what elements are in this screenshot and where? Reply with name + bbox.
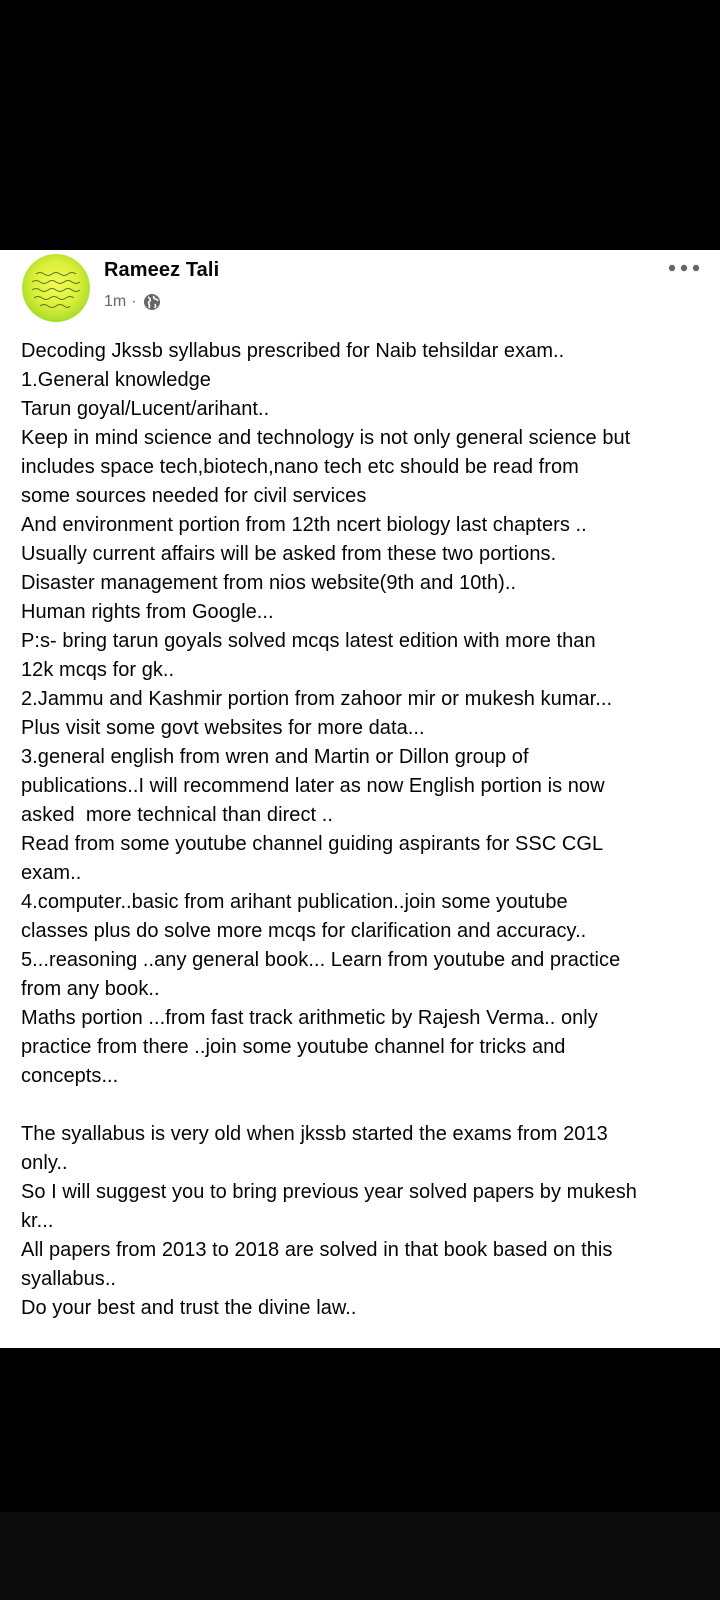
post-meta xyxy=(104,292,161,312)
more-options-button[interactable] xyxy=(664,258,704,278)
more-dots-icon xyxy=(667,263,701,273)
post-author-name[interactable]: Rameez Tali xyxy=(104,259,220,281)
post-time[interactable]: 1m xyxy=(104,293,127,310)
system-navigation-bar xyxy=(0,1512,720,1600)
post-body-text: Decoding Jkssb syllabus prescribed for Naib tehsildar exam.. 1.General knowledge Tarun goyal/Lucent/arihant.. Keep in mind science and technology is not only general science but includes space tech,biotech,nano tech etc should be read from some sources needed for civil services And environment portion from 12th ncert biology last chapters .. Usually current affairs will be asked from these two portions. Disaster management from nios website(9th and 10th).. Human rights from Google... P:s- bring tarun goyals solved mcqs latest edition with more than 12k mcqs for gk.. 2.Jammu and Kashmir portion from zahoor mir or mukesh kumar... Plus visit some govt websites for more data... 3.general english from wren and Martin or Dillon group of publications..I will recommend later as now English portion is now asked more technical than direct .. Read from some youtube channel guiding aspirants for SSC CGL exam.. 4.computer..basic from arihant publication..join some youtube classes plus do solve more mcqs for clarification and accuracy.. 5...reasoning ..any general book... Learn from youtube and practice from any book.. Maths portion ...from fast track arithmetic by Rajesh Verma.. only practice from there ..join some youtube channel for tricks and concepts... The syallabus is very old when jkssb started the exams from 2013 only.. So I will suggest you to bring previous year solved papers by mukesh kr... All papers from 2013 to 2018 are solved in that book based on this syallabus.. Do your best and trust the divine law.. xyxy=(21,340,637,1319)
bottom-black-area xyxy=(0,1348,720,1512)
avatar-image xyxy=(22,254,90,322)
meta-separator: · xyxy=(131,293,137,310)
top-black-area xyxy=(0,0,720,250)
globe-icon xyxy=(143,293,161,311)
avatar[interactable] xyxy=(22,254,90,322)
